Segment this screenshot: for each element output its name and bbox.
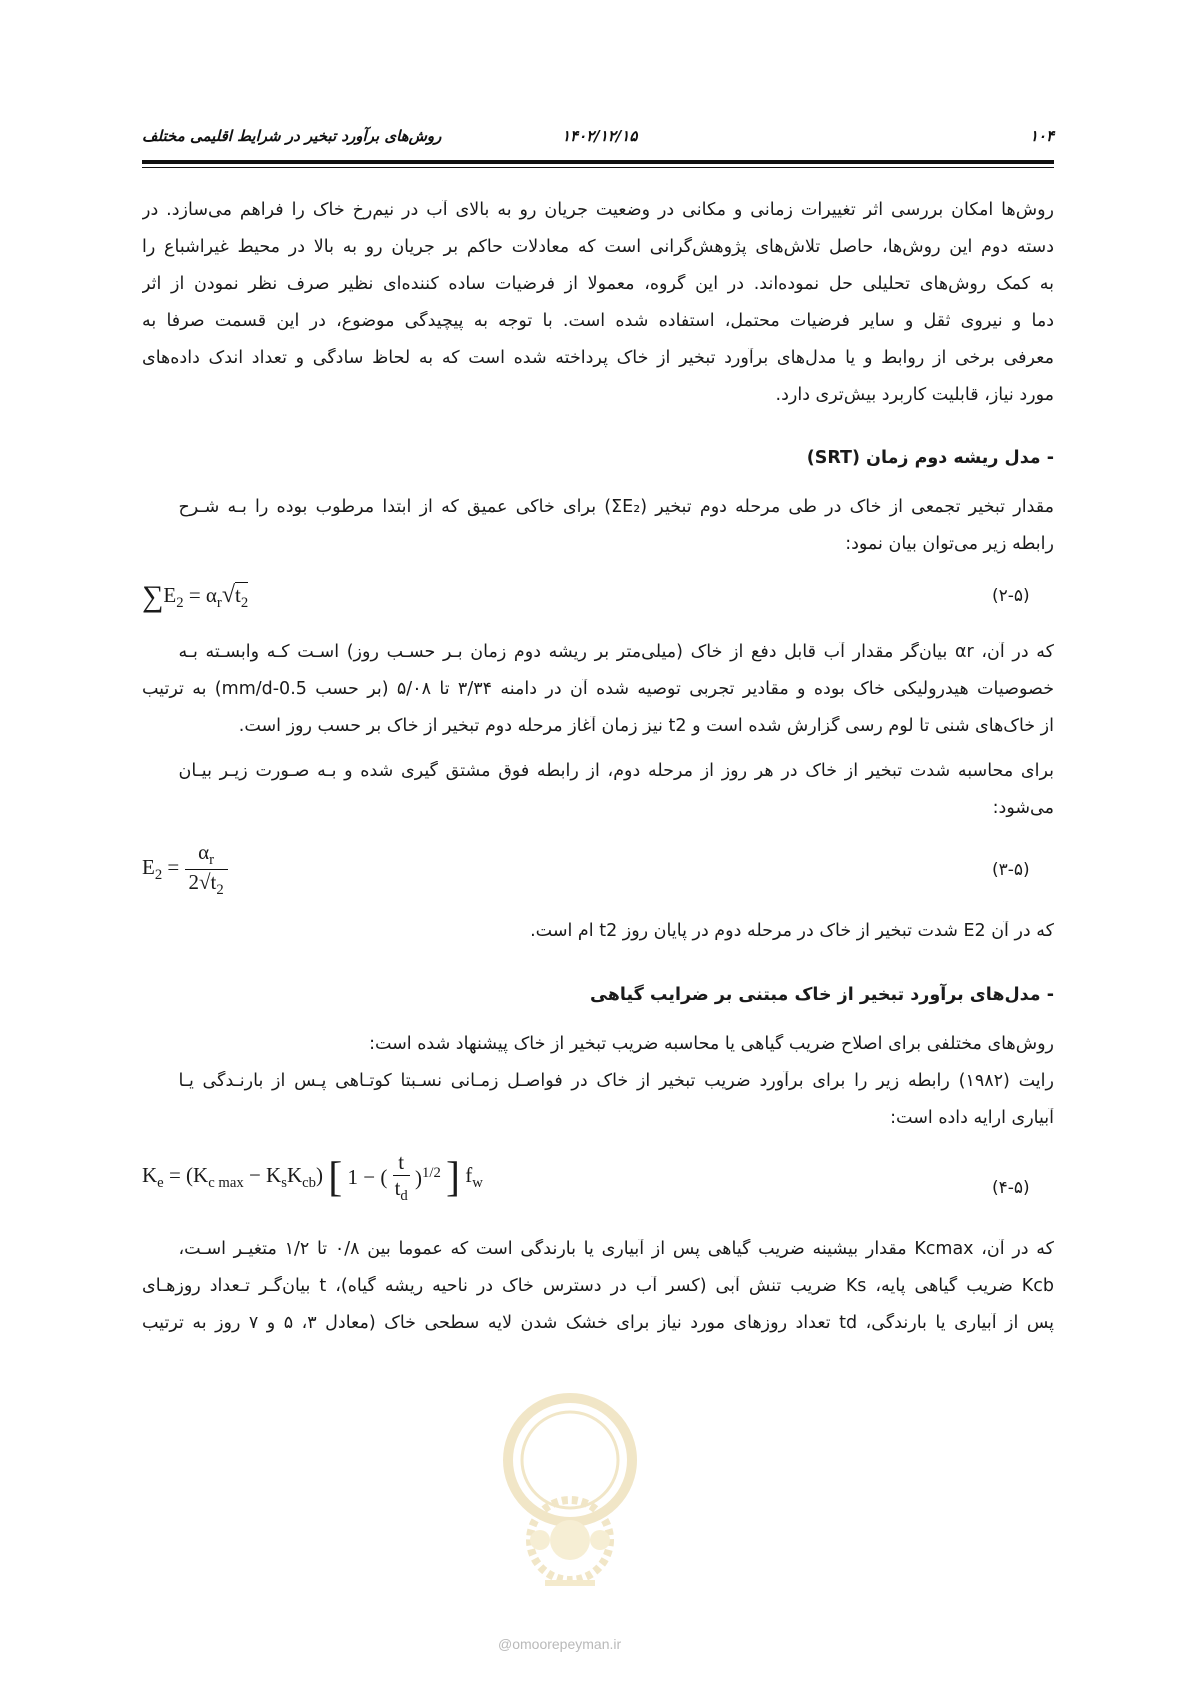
text-line: می‌شود: [992, 798, 1054, 818]
page-number: ۱۰۴ [1029, 127, 1054, 145]
text-line: برای محاسبه شدت تبخیر از خاک در هر روز از مرحله دوم، از رابطه فوق مشتق گیری شده و بـه صـورت زیـر بیـان [178, 761, 1054, 781]
header-rule-thin [142, 167, 1054, 168]
header-date: ۱۴۰۲/۱۲/۱۵ [562, 127, 638, 145]
text-line: معرفی برخی از روابط و یا مدل‌های برآورد تبخیر از خاک پرداخته شده است که به لحاظ سادگی و تعداد اندک داده‌های [142, 348, 1054, 368]
watermark-seal-icon [500, 1390, 640, 1630]
text-line: به کمک روش‌های تحلیلی حل نموده‌اند. در این گروه، معمولا از فرضیات ساده کننده‌ای نظیر صرف نظر نمودن از اثر [142, 274, 1054, 294]
text-line: مورد نیاز، قابلیت کاربرد بیش‌تری دارد. [775, 385, 1054, 405]
text-line: دما و نیروی ثقل و سایر فرضیات محتمل، استفاده شده است. با توجه به پیچیدگی موضوع، در این قسمت صرفا به [142, 311, 1054, 331]
text-line: خصوصیات هیدرولیکی خاک بوده و مقادیر تجربی توصیه شده آن در دامنه ۳/۳۴ تا ۵/۰۸ (بر حسب mm/d-0.5) به ترتیب [142, 679, 1054, 699]
watermark-url: @omoorepeyman.ir [498, 1636, 622, 1652]
running-header [142, 127, 1054, 151]
equation-ke: $K_e = (K_{c max} - K_sK_{cb})$ [ 1 − ( $\frac{t}{t_d}$ )$^{1/2}$ ] $f_w$ [142, 1150, 483, 1205]
text-line: که در آن، Kcmax مقدار بیشینه ضریب گیاهی پس از آبیاری یا بارندگی است که عموما بین ۰/۸ تا ۱/۲ متغیـر اسـت، [178, 1239, 1054, 1259]
text-line: رابطه زیر می‌توان بیان نمود: [845, 534, 1054, 554]
text-line: از خاک‌های شنی تا لوم رسی گزارش شده است و t2 نیز زمان آغاز مرحله دوم تبخیر از خاک بر حسب روز است. [238, 716, 1054, 736]
text-line: Kcb ضریب گیاهی پایه، Ks ضریب تنش آبی (کسر آب در دسترس خاک در ناحیه ریشه گیاه)، t بیان‌گـر تـعداد روزهـای [142, 1276, 1054, 1296]
text-line: دسته دوم این روش‌ها، حاصل تلاش‌های پژوهش‌گرانی است که معادلات حاکم بر جریان رو به بالا در محیط غیراشباع را [142, 237, 1054, 257]
equation-e2: $E_2$ = $\frac{\alpha_r}{2√t_2}$ [142, 840, 228, 899]
text-line: که در آن E2 شدت تبخیر از خاک در مرحله دوم در پایان روز t2 ام است. [530, 921, 1054, 941]
text-line: که در آن، αr بیان‌گر مقدار آب قابل دفع از خاک (میلی‌متر بر ریشه دوم زمان بـر حسـب روز) اسـت کـه وابسـته بـه [178, 642, 1054, 662]
text-line: مقدار تبخیر تجمعی از خاک در طی مرحله دوم تبخیر (ΣE₂) برای خاکی عمیق که از ابتدا مرطوب بوده را بـه شـرح [178, 497, 1054, 517]
equation-sum-e2: $\sum E_2 = \alpha_r√t_2$ [142, 580, 249, 613]
header-rule-thick [142, 160, 1054, 164]
text-line: روش‌های مختلفی برای اصلاح ضریب گیاهی یا محاسبه ضریب تبخیر از خاک پیشنهاد شده است: [369, 1034, 1054, 1054]
section-heading-crop-coefficient: - مدل‌های برآورد تبخیر از خاک مبتنی بر ضرایب گیاهی [590, 985, 1054, 1005]
text-line: رایت (۱۹۸۲) رابطه زیر را برای برآورد ضریب تبخیر از خاک در فواصـل زمـانی نسـبتا کوتـاهی پـس از بارنـدگی یـا [178, 1071, 1054, 1091]
section-heading-srt: - مدل ریشه دوم زمان (SRT) [806, 448, 1054, 468]
text-line: پس از آبیاری یا بارندگی، td تعداد روزهای مورد نیاز برای خشک شدن لایه سطحی خاک (معادل ۳، ۵ و ۷ روز به ترتیب [142, 1313, 1054, 1333]
text-line: آبیاری ارایه داده است: [890, 1108, 1054, 1128]
text-line: روش‌ها امکان بررسی اثر تغییرات زمانی و مکانی در وضعیت جریان رو به بالای آب در نیم‌رخ خاک را فراهم می‌سازد. در [142, 200, 1054, 220]
header-title: روش‌های برآورد تبخیر در شرایط اقلیمی مختلف [142, 127, 442, 145]
